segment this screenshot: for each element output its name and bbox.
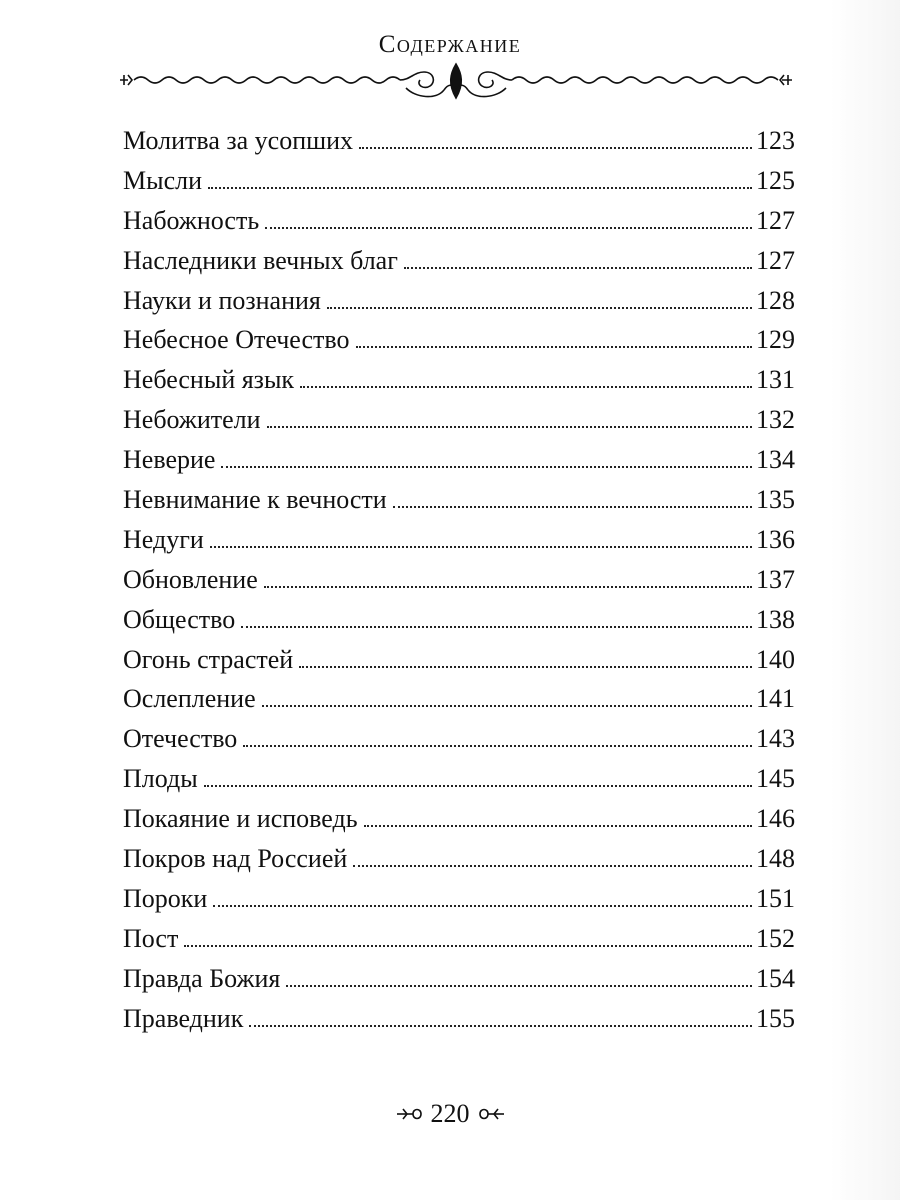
toc-entry-title: Покров над Россией bbox=[123, 844, 348, 874]
left-flourish-icon bbox=[395, 1104, 425, 1124]
dot-leader bbox=[241, 626, 752, 628]
toc-entry-title: Пост bbox=[123, 923, 179, 953]
toc-entry-title: Обновление bbox=[123, 564, 258, 594]
toc-entry-page-number: 128 bbox=[756, 285, 795, 315]
toc-entry bbox=[123, 919, 795, 959]
toc-entry-title: Невнимание к вечности bbox=[123, 485, 387, 515]
toc-entry-page-number: 127 bbox=[756, 245, 795, 275]
toc-entry-page-number: 148 bbox=[756, 844, 795, 874]
toc-entry-title: Небесное Отечество bbox=[123, 325, 350, 355]
dot-leader bbox=[359, 147, 752, 149]
toc-entry-title: Отечество bbox=[123, 724, 238, 754]
toc-entry bbox=[123, 360, 795, 400]
toc-entry-title: Науки и познания bbox=[123, 285, 321, 315]
page-gutter-shadow bbox=[830, 0, 900, 1200]
toc-entry-page-number: 125 bbox=[756, 165, 795, 195]
table-of-contents bbox=[123, 121, 795, 1038]
dot-leader bbox=[243, 745, 752, 747]
toc-entry bbox=[123, 520, 795, 560]
toc-entry-page-number: 138 bbox=[756, 604, 795, 634]
dot-leader bbox=[264, 586, 752, 588]
dot-leader bbox=[210, 546, 752, 548]
toc-entry-title: Огонь страстей bbox=[123, 644, 294, 674]
toc-entry bbox=[123, 759, 795, 799]
toc-entry-page-number: 145 bbox=[756, 764, 795, 794]
dot-leader bbox=[393, 506, 752, 508]
toc-entry-title: Небесный язык bbox=[123, 365, 295, 395]
toc-entry bbox=[123, 640, 795, 680]
page-footer bbox=[0, 1094, 900, 1134]
right-flourish-icon bbox=[476, 1104, 506, 1124]
toc-entry-title: Небожители bbox=[123, 405, 261, 435]
toc-entry-page-number: 127 bbox=[756, 205, 795, 235]
toc-entry bbox=[123, 560, 795, 600]
dot-leader bbox=[265, 227, 752, 229]
toc-entry-page-number: 137 bbox=[756, 564, 795, 594]
toc-entry bbox=[123, 121, 795, 161]
dot-leader bbox=[262, 705, 752, 707]
toc-entry bbox=[123, 839, 795, 879]
header-ornament bbox=[118, 58, 794, 108]
toc-entry bbox=[123, 999, 795, 1039]
dot-leader bbox=[353, 865, 752, 867]
toc-entry-page-number: 131 bbox=[756, 365, 795, 395]
toc-entry bbox=[123, 879, 795, 919]
dot-leader bbox=[184, 945, 752, 947]
toc-entry bbox=[123, 281, 795, 321]
toc-entry-title: Общество bbox=[123, 604, 236, 634]
toc-entry-page-number: 129 bbox=[756, 325, 795, 355]
toc-entry-title: Праведник bbox=[123, 1003, 244, 1033]
toc-entry-title: Молитва за усопших bbox=[123, 126, 354, 155]
toc-entry-page-number: 140 bbox=[756, 644, 795, 674]
toc-entry-title: Плоды bbox=[123, 764, 198, 794]
dot-leader bbox=[204, 785, 752, 787]
toc-entry-page-number: 154 bbox=[756, 963, 795, 993]
toc-entry bbox=[123, 201, 795, 241]
toc-entry-page-number: 152 bbox=[756, 923, 795, 953]
toc-entry-page-number: 141 bbox=[756, 684, 795, 714]
toc-entry-title: Ослепление bbox=[123, 684, 256, 714]
toc-entry-page-number: 134 bbox=[756, 445, 795, 475]
toc-entry bbox=[123, 480, 795, 520]
toc-entry-page-number: 155 bbox=[756, 1003, 795, 1033]
toc-entry-page-number: 135 bbox=[756, 485, 795, 515]
dot-leader bbox=[327, 307, 752, 309]
toc-entry bbox=[123, 799, 795, 839]
dot-leader bbox=[286, 985, 752, 987]
toc-entry-title: Правда Божия bbox=[123, 963, 281, 993]
toc-entry-title: Недуги bbox=[123, 524, 204, 554]
dot-leader bbox=[249, 1025, 752, 1027]
toc-entry-title: Неверие bbox=[123, 445, 216, 475]
toc-entry-title: Мысли bbox=[123, 165, 203, 195]
dot-leader bbox=[364, 825, 752, 827]
dot-leader bbox=[300, 386, 752, 388]
toc-entry-title: Покаяние и исповедь bbox=[123, 804, 358, 834]
toc-entry-page-number: 132 bbox=[756, 405, 795, 435]
toc-entry-title: Пороки bbox=[123, 883, 208, 913]
dot-leader bbox=[267, 426, 752, 428]
running-header-title: Содержание bbox=[378, 31, 522, 58]
toc-entry bbox=[123, 719, 795, 759]
toc-entry bbox=[123, 679, 795, 719]
toc-entry bbox=[123, 600, 795, 640]
dot-leader bbox=[299, 666, 752, 668]
toc-entry bbox=[123, 320, 795, 360]
toc-entry-page-number: 151 bbox=[756, 883, 795, 913]
toc-entry-page-number: 136 bbox=[756, 524, 795, 554]
toc-entry-page-number: 146 bbox=[756, 804, 795, 834]
toc-entry bbox=[123, 241, 795, 281]
dot-leader bbox=[221, 466, 752, 468]
toc-entry bbox=[123, 959, 795, 999]
toc-entry bbox=[123, 440, 795, 480]
dot-leader bbox=[404, 267, 752, 269]
toc-entry-title: Набожность bbox=[123, 205, 260, 235]
dot-leader bbox=[213, 905, 752, 907]
toc-entry bbox=[123, 400, 795, 440]
toc-entry-title: Наследники вечных благ bbox=[123, 245, 398, 275]
toc-entry-page-number: 143 bbox=[756, 724, 795, 754]
toc-entry-page-number: 123 bbox=[756, 126, 795, 155]
dot-leader bbox=[356, 346, 753, 348]
page-number: 220 bbox=[430, 1099, 470, 1128]
dot-leader bbox=[208, 187, 752, 189]
toc-entry bbox=[123, 161, 795, 201]
